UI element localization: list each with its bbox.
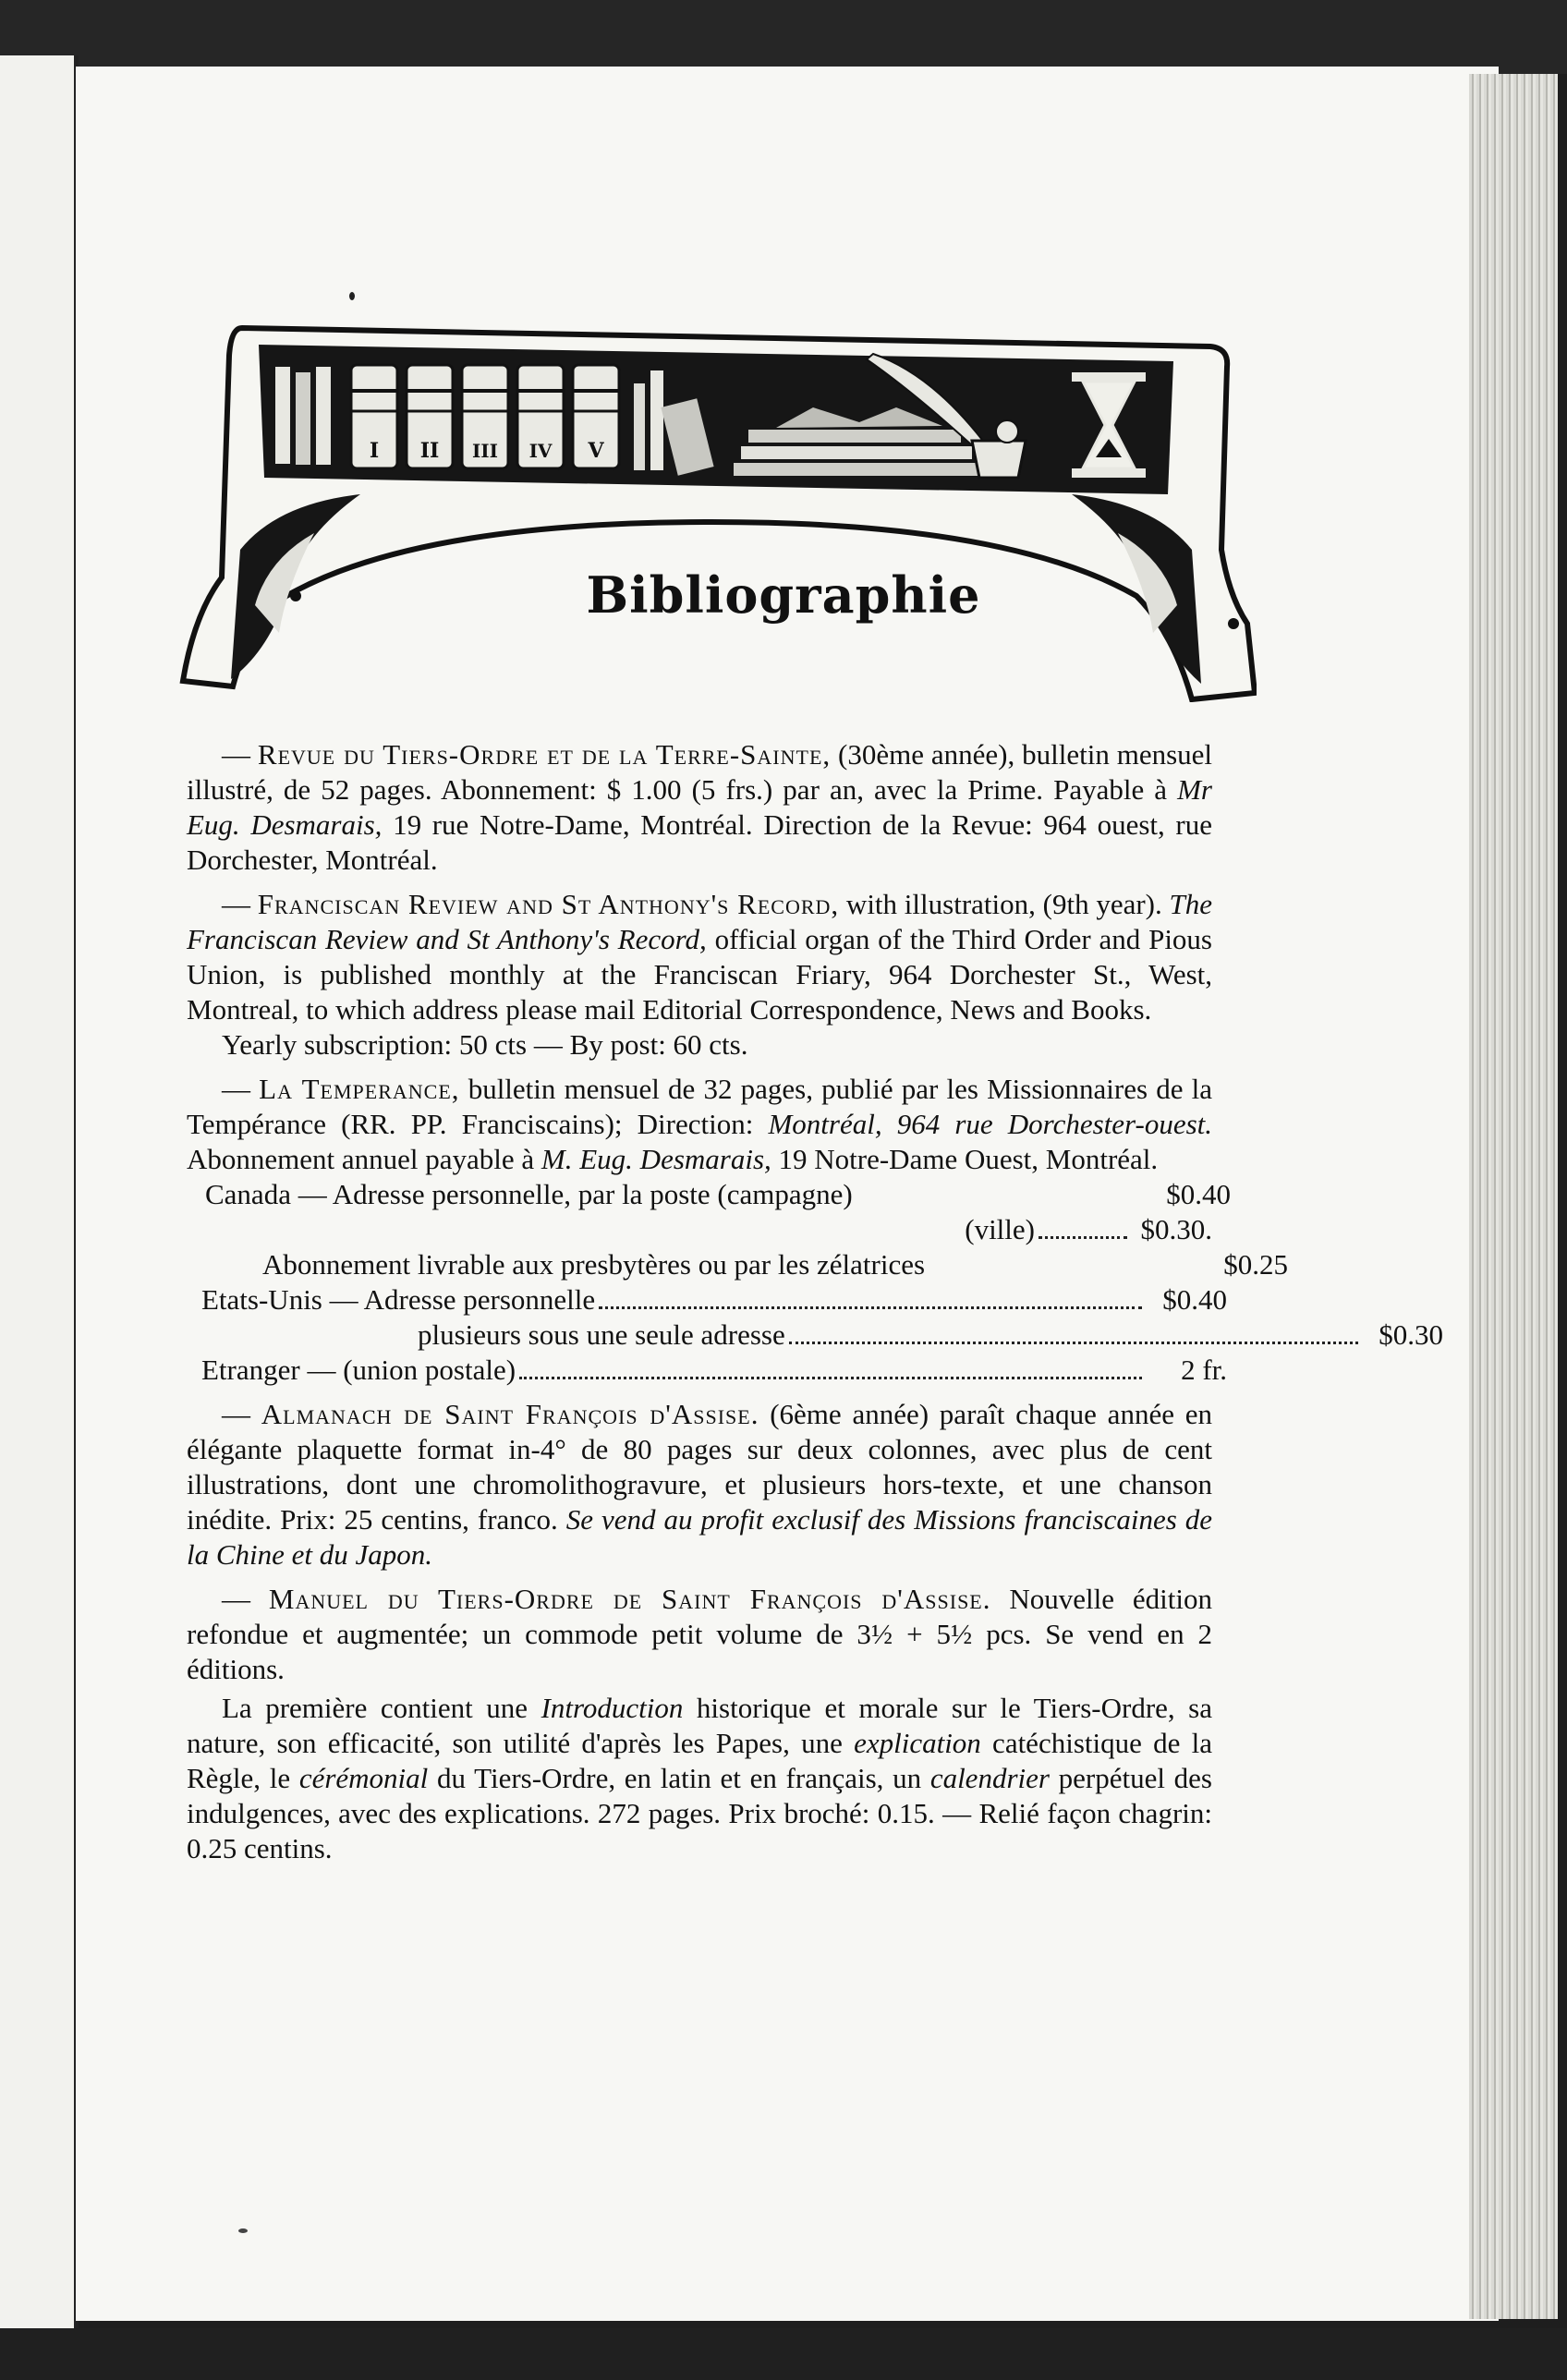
facing-page-edge <box>0 55 79 2380</box>
entry-text: du Tiers-Ordre, en latin et en français, un <box>428 1762 930 1794</box>
entry-text: Nouvelle édition refondue et augmentée; un commode petit volume de 3½ + 5½ pcs. Se vend en 2 éditions. <box>187 1583 1212 1685</box>
volume-1 <box>351 365 397 468</box>
price-value: $0.30 <box>1379 1318 1443 1351</box>
bookshelf-header-illustration <box>176 319 1257 702</box>
entry-title: La Temperance, <box>259 1073 460 1105</box>
price-label: Abonnement livrable aux presbytères ou par les zélatrices <box>262 1248 926 1281</box>
entry-text: 19 rue Notre-Dame, Montréal. Direction de la Revue: 964 ouest, rue Dorchester, Montréal. <box>187 808 1212 876</box>
price-row-presbyteres <box>187 1247 1288 1282</box>
volume-2 <box>407 365 453 468</box>
entry-address: Montréal, 964 rue Dorchester-ouest. <box>768 1108 1212 1140</box>
price-label: (ville) <box>965 1213 1035 1245</box>
price-label: Canada — Adresse personnelle, par la poste (campagne) <box>205 1178 853 1210</box>
volume-5 <box>573 365 619 468</box>
entry-title: Manuel du Tiers-Ordre de Saint François d'Assise. <box>268 1583 991 1615</box>
price-row-plusieurs <box>187 1318 1443 1353</box>
entry-emphasis: Introduction <box>541 1692 684 1724</box>
entry-emphasis: explication <box>854 1727 981 1759</box>
entry-revue: — Revue du Tiers-Ordre et de la Terre-Sainte, (30ème année), bulletin mensuel illustré, de 52 pages. Abonnement: $ 1.00 (5 frs.) par an, avec la Prime. Payable à Mr Eug. Desmarais, 19 rue Notre-Dame, Montréal. Direction de la Revue: 964 ouest, rue Dorchester, Montréal. <box>187 738 1213 876</box>
scan-top-border <box>0 0 1567 74</box>
entry-note: Se vend au profit exclusif des Missions franciscaines de la Chine et du Japon. <box>187 1503 1213 1571</box>
price-label: plusieurs sous une seule adresse <box>418 1318 785 1351</box>
price-row-canada <box>187 1177 1231 1212</box>
volume-label: III <box>471 440 499 462</box>
scan-bottom-border <box>0 2328 1567 2380</box>
entry-temperance: — La Temperance, bulletin mensuel de 32 pages, publié par les Missionnaires de la Tempérance (RR. PP. Franciscains); Direction: Montréal, 964 rue Dorchester-ouest. Abonnement annuel payable à M. Eug. Desmarais, 19 Notre-Dame Ouest, Montréal. <box>187 1073 1213 1175</box>
entry-text: La première contient une <box>222 1692 541 1724</box>
entry-text: historique et morale sur le Tiers-Ordre, sa nature, son efficacité, son utilité d'après les Papes, une <box>187 1692 1212 1759</box>
price-row-etats-unis <box>187 1282 1227 1318</box>
price-value: $0.40 <box>1162 1283 1227 1316</box>
volume-label: IV <box>528 440 553 462</box>
entry-text: 19 Notre-Dame Ouest, Montréal. <box>771 1143 1159 1175</box>
entry-name: M. Eug. Desmarais, <box>541 1143 771 1175</box>
small-books-icon <box>275 367 331 465</box>
entry-subscription: Yearly subscription: 50 cts — By post: 60 cts. <box>222 1028 748 1061</box>
entry-text: (6ème année) paraît chaque année en élégante plaquette format in-4° de 80 pages sur deux colonnes, avec plus de cent illustrations, dont une chromolithogravure, et plusieurs hors-texte, et une chanson inédite. Prix: 25 centins, franco. <box>187 1398 1212 1536</box>
entry-text: with illustration, (9th year). <box>839 888 1170 920</box>
entry-text: catéchistique de la Règle, le <box>187 1727 1212 1794</box>
entry-title: Franciscan Review and St Anthony's Record, <box>257 888 840 920</box>
price-label: Etranger — (union postale) <box>201 1354 516 1386</box>
entry-emphasis: calendrier <box>929 1762 1050 1794</box>
entry-text: Abonnement annuel payable à <box>187 1143 541 1175</box>
entry-title: Almanach de Saint François d'Assise. <box>261 1398 759 1430</box>
section-title: Bibliographie <box>586 565 981 625</box>
entry-text: (30ème année), bulletin mensuel illustré, de 52 pages. Abonnement: $ 1.00 (5 frs.) par an, avec la Prime. Payable à <box>187 738 1213 806</box>
price-value: 2 fr. <box>1181 1354 1227 1386</box>
volume-4 <box>517 365 564 468</box>
ink-speck <box>349 292 355 300</box>
entry-manuel: — Manuel du Tiers-Ordre de Saint François d'Assise. Nouvelle édition refondue et augmentée; un commode petit volume de 3½ + 5½ pcs. Se vend en 2 éditions. <box>187 1583 1212 1685</box>
entry-name: Mr Eug. Desmarais, <box>187 773 1212 841</box>
entry-almanach: — Almanach de Saint François d'Assise. (6ème année) paraît chaque année en élégante plaquette format in-4° de 80 pages sur deux colonnes, avec plus de cent illustrations, dont une chromolithogravure, et plusieurs hors-texte, et une chanson inédite. Prix: 25 centins, franco. Se vend au profit exclusif des Missions franciscaines de la Chine et du Japon. <box>187 1398 1213 1571</box>
entry-title: Revue du Tiers-Ordre et de la Terre-Sainte, <box>257 738 832 771</box>
page-stack-edge <box>1469 74 1558 2319</box>
entry-emphasis: cérémonial <box>298 1762 429 1794</box>
entry-manuel-detail <box>187 1691 1212 1866</box>
bibliography-list <box>187 737 1443 1866</box>
volume-label: V <box>588 439 604 463</box>
ink-speck <box>238 2228 248 2233</box>
price-row-ville <box>187 1212 1212 1247</box>
price-label: Etats-Unis — Adresse personnelle <box>201 1283 596 1316</box>
entry-text: perpétuel des indulgences, avec des explications. 272 pages. Prix broché: 0.15. — Relié façon chagrin: 0.25 centins. <box>187 1762 1212 1864</box>
volume-3 <box>462 365 508 468</box>
entry-text: official organ of the Third Order and Pious Union, is published monthly at the Franciscan Friary, 964 Dorchester St., West, Montreal, to which address please mail Editorial Correspondence, News and Books. <box>187 923 1212 1026</box>
price-value: $0.30. <box>1140 1213 1212 1245</box>
price-row-etranger <box>187 1353 1227 1388</box>
price-value: $0.40 <box>1166 1178 1231 1210</box>
volume-label: I <box>369 439 380 463</box>
price-value: $0.25 <box>1223 1248 1288 1281</box>
volume-label: II <box>419 439 440 463</box>
entry-franciscan: — Franciscan Review and St Anthony's Record, with illustration, (9th year). The Franciscan Review and St Anthony's Record, official organ of the Third Order and Pious Union, is published monthly at the Franciscan Friary, 964 Dorchester St., West, Montreal, to which address please mail Editorial Correspondence, News and Books. <box>187 888 1212 1026</box>
entry-name: The Franciscan Review and St Anthony's Record, <box>187 888 1212 955</box>
entry-text: bulletin mensuel de 32 pages, publié par les Missionnaires de la Tempérance (RR. PP. Franciscains); Direction: <box>187 1073 1213 1140</box>
